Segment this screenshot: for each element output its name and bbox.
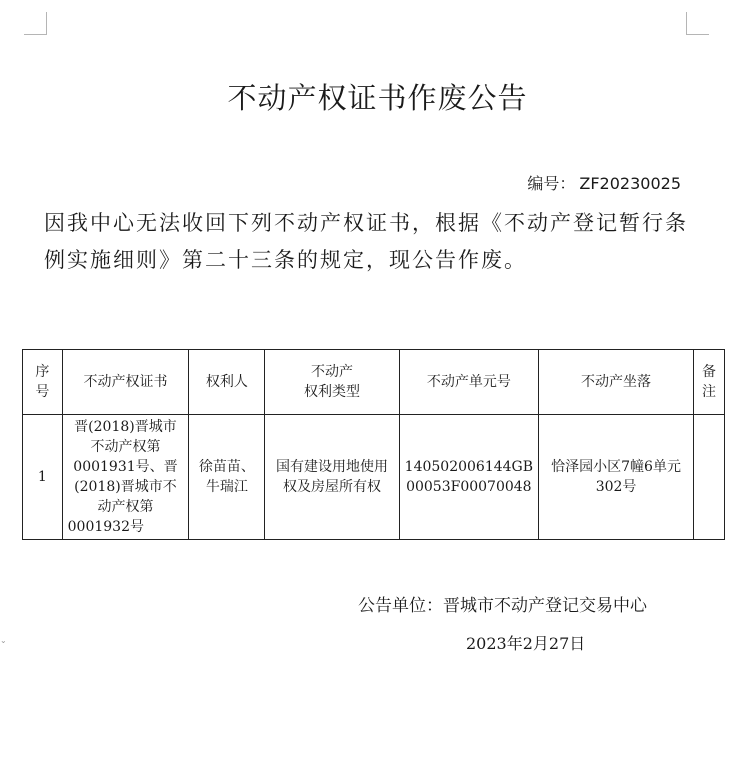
cell-unit-number: 140502006144GB 00053F00070048 (399, 415, 538, 540)
header-holder: 权利人 (189, 350, 265, 415)
page-corner-mark-top-right (686, 12, 709, 35)
cell-remark (694, 415, 725, 540)
header-unit-number: 不动产单元号 (399, 350, 538, 415)
header-certificate: 不动产权证书 (62, 350, 189, 415)
cell-holder: 徐苗苗、牛瑞江 (189, 415, 265, 540)
header-right-type: 不动产 权利类型 (265, 350, 399, 415)
header-location: 不动产坐落 (539, 350, 694, 415)
cell-location: 恰泽园小区7幢6单元302号 (539, 415, 694, 540)
header-seq: 序 号 (23, 350, 63, 415)
announcement-title: 不动产权证书作废公告 (227, 81, 528, 115)
page-corner-mark-top-left (24, 12, 47, 35)
cell-certificate: 晋(2018)晋城市不动产权第0001931号、晋(2018)晋城市不动产权第0001932号 (62, 415, 189, 540)
document-number-value: ZF20230025 (579, 174, 681, 193)
header-remark: 备 注 (694, 350, 725, 415)
page-edge-marker: ⌄ (0, 636, 7, 645)
announcement-date: 2023年2月27日 (466, 634, 586, 653)
table-row (23, 415, 725, 540)
issuing-unit (358, 591, 647, 616)
notice-paragraph: 因我中心无法收回下列不动产权证书，根据《不动产登记暂行条例实施细则》第二十三条的规定，现公告作废。 (44, 211, 688, 272)
issuing-unit-name: 晋城市不动产登记交易中心 (443, 596, 647, 616)
certificate-table (22, 349, 725, 540)
document-number (527, 171, 681, 194)
table-header-row (23, 350, 725, 415)
cell-right-type: 国有建设用地使用权及房屋所有权 (265, 415, 399, 540)
cell-seq: 1 (23, 415, 63, 540)
issuing-unit-label: 公告单位： (358, 596, 443, 616)
document-number-label: 编号： (527, 174, 576, 193)
